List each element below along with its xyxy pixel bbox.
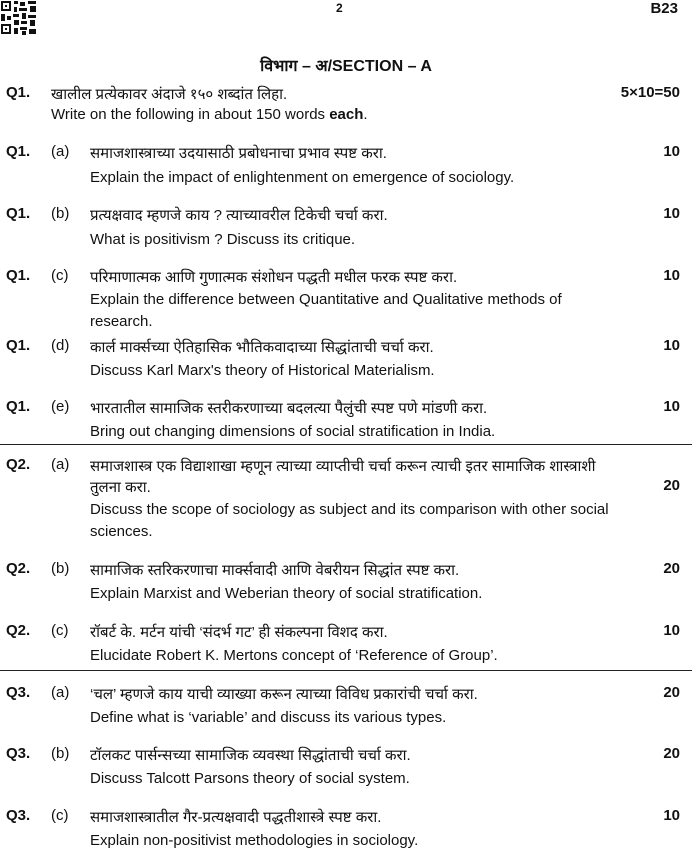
marathi-text: टॉलकट पार्सन्सच्या सामाजिक व्यवस्था सिद्धांताची चर्चा करा.: [90, 747, 411, 764]
marathi-text: सामाजिक स्तरिकरणाचा मार्क्सवादी आणि वेबरीयन सिद्धांत स्पष्ट करा.: [90, 562, 460, 579]
question-number: Q1.: [6, 84, 31, 101]
english-text: Explain Marxist and Weberian theory of social stratification.: [90, 585, 483, 602]
marks: 10: [663, 143, 680, 160]
marathi-text: भारतातील सामाजिक स्तरीकरणाच्या बदलत्या पैलुंची स्पष्ट पणे मांडणी करा.: [90, 400, 488, 417]
section-title: विभाग – अ/SECTION – A: [260, 58, 432, 75]
question-part: (c): [51, 807, 69, 824]
divider: [0, 670, 692, 671]
question-number: Q2.: [6, 456, 31, 473]
question-part: (b): [51, 560, 70, 577]
question-number: Q2.: [6, 560, 31, 577]
english-instruction: Write on the following in about 150 words each.: [51, 106, 368, 123]
marks: 20: [663, 684, 680, 701]
question-part: (c): [51, 267, 69, 284]
question-number: Q1.: [6, 398, 31, 415]
marathi-text: कार्ल मार्क्सच्या ऐतिहासिक भौतिकवादाच्या सिद्धांताची चर्चा करा.: [90, 339, 434, 356]
english-text: Discuss Karl Marx's theory of Historical Materialism.: [90, 362, 435, 379]
marks: 10: [663, 398, 680, 415]
question-number: Q2.: [6, 622, 31, 639]
english-text: Discuss Talcott Parsons theory of social system.: [90, 770, 410, 787]
question-part: (d): [51, 337, 70, 354]
question-part: (b): [51, 205, 70, 222]
question-part: (a): [51, 684, 70, 701]
marathi-text: प्रत्यक्षवाद म्हणजे काय ? त्याच्यावरील टिकेची चर्चा करा.: [90, 207, 388, 224]
question-part: (c): [51, 622, 69, 639]
marathi-text-line1: समाजशास्त्र एक विद्याशाखा म्हणून त्याच्या व्याप्तीची चर्चा करून त्याची इतर सामाजिक शास्त्राशी: [90, 458, 596, 475]
question-number: Q1.: [6, 205, 31, 222]
question-number: Q3.: [6, 745, 31, 762]
marks: 10: [663, 622, 680, 639]
english-text-line1: Discuss the scope of sociology as subject and its comparison with other social: [90, 501, 609, 518]
question-number: Q1.: [6, 267, 31, 284]
page-number: 2: [336, 1, 343, 15]
marathi-text: रॉबर्ट के. मर्टन यांची ‘संदर्भ गट’ ही संकल्पना विशद करा.: [90, 624, 388, 641]
marks: 20: [663, 560, 680, 577]
question-number: Q1.: [6, 337, 31, 354]
english-text: What is positivism ? Discuss its critique.: [90, 231, 356, 248]
qr-code-icon: [0, 0, 38, 36]
marathi-text-line2: तुलना करा.: [90, 479, 151, 496]
marathi-text: समाजशास्त्रातील गैर-प्रत्यक्षवादी पद्धतीशास्त्रे स्पष्ट करा.: [90, 809, 382, 826]
marathi-text: परिमाणात्मक आणि गुणात्मक संशोधन पद्धती मधील फरक स्पष्ट करा.: [90, 269, 458, 286]
marks: 20: [663, 477, 680, 494]
english-text: Explain the impact of enlightenment on emergence of sociology.: [90, 169, 515, 186]
question-part: (b): [51, 745, 70, 762]
question-number: Q3.: [6, 684, 31, 701]
english-text-line2: sciences.: [90, 523, 153, 540]
divider: [0, 444, 692, 445]
english-text: Elucidate Robert K. Mertons concept of ‘Reference of Group’.: [90, 647, 498, 664]
paper-code: B23: [650, 0, 678, 17]
marks: 10: [663, 337, 680, 354]
marathi-text: समाजशास्त्राच्या उदयासाठी प्रबोधनाचा प्रभाव स्पष्ट करा.: [90, 145, 387, 162]
english-text-line2: research.: [90, 313, 153, 330]
english-text: Define what is ‘variable’ and discuss its various types.: [90, 709, 447, 726]
marathi-instruction: खालील प्रत्येकावर अंदाजे १५० शब्दांत लिहा.: [51, 86, 288, 103]
marks: 5×10=50: [620, 84, 680, 101]
marks: 10: [663, 267, 680, 284]
question-number: Q3.: [6, 807, 31, 824]
english-text-line1: Explain the difference between Quantitative and Qualitative methods of: [90, 291, 562, 308]
marks: 10: [663, 205, 680, 222]
english-text: Explain non-positivist methodologies in sociology.: [90, 832, 419, 849]
question-number: Q1.: [6, 143, 31, 160]
marathi-text: ‘चल’ म्हणजे काय याची व्याख्या करून त्याच्या विविध प्रकारांची चर्चा करा.: [90, 686, 478, 703]
question-part: (a): [51, 143, 70, 160]
marks: 20: [663, 745, 680, 762]
marks: 10: [663, 807, 680, 824]
question-part: (a): [51, 456, 70, 473]
english-text: Bring out changing dimensions of social stratification in India.: [90, 423, 496, 440]
question-part: (e): [51, 398, 70, 415]
